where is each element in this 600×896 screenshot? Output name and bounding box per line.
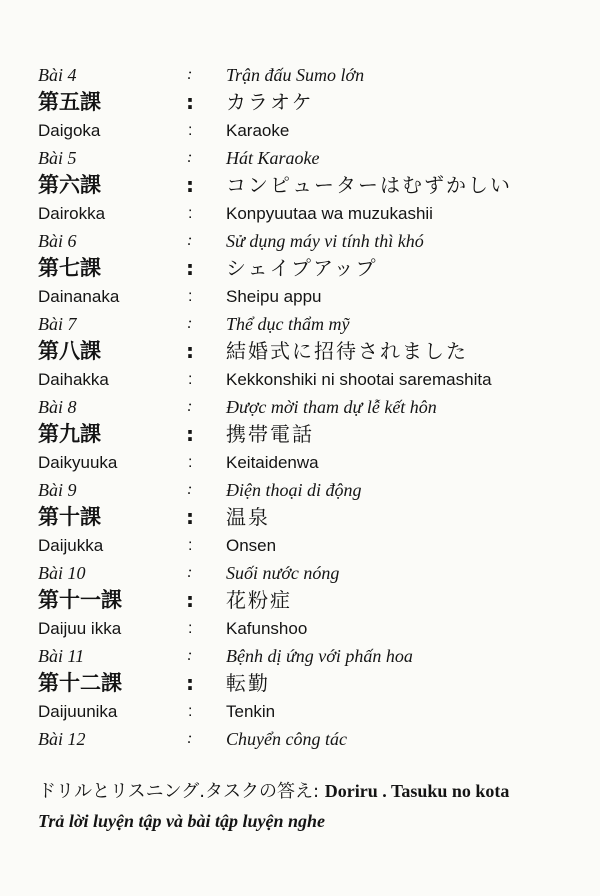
lesson-title-japanese: コンピューターはむずかしい xyxy=(226,173,512,197)
lesson-row-ro xyxy=(0,118,600,144)
lesson-row-jp xyxy=(0,254,600,280)
footer-japanese-text: ドリルとリスニング.タスクの答え: xyxy=(38,781,325,802)
separator-colon: : xyxy=(186,588,194,612)
lesson-number-romaji: Dairokka xyxy=(38,204,106,223)
lesson-number-romaji: Daijuu ikka xyxy=(38,619,122,638)
separator-colon: : xyxy=(188,371,193,388)
lesson-title-romaji: Kafunshoo xyxy=(226,619,308,638)
lesson-title-romaji: Sheipu appu xyxy=(226,287,322,306)
separator-colon: : xyxy=(188,703,193,720)
lesson-number-japanese: 第十課 xyxy=(38,505,101,529)
lesson-title-romaji: Konpyuutaa wa muzukashii xyxy=(226,204,433,223)
lesson-number-japanese: 第九課 xyxy=(38,422,101,446)
lesson-number-vietnamese: Bài 6 xyxy=(38,231,77,251)
lesson-number-japanese: 第五課 xyxy=(38,90,101,114)
lesson-number-vietnamese: Bài 8 xyxy=(38,397,77,417)
lesson-number-vietnamese: Bài 5 xyxy=(38,148,77,168)
lesson-number-vietnamese: Bài 12 xyxy=(38,729,86,749)
lesson-row-jp xyxy=(0,420,600,446)
lesson-row-vn xyxy=(0,62,600,88)
lesson-title-vietnamese: Sử dụng máy vi tính thì khó xyxy=(226,231,424,251)
lesson-row-ro xyxy=(0,616,600,642)
lesson-title-vietnamese: Điện thoại di động xyxy=(226,480,362,500)
separator-colon: : xyxy=(186,339,194,363)
separator-colon: : xyxy=(187,647,193,664)
lesson-row-vn xyxy=(0,394,600,420)
lesson-row-ro xyxy=(0,699,600,725)
lesson-title-romaji: Keitaidenwa xyxy=(226,453,319,472)
separator-colon: : xyxy=(187,315,193,332)
lesson-number-romaji: Dainanaka xyxy=(38,287,120,306)
lesson-number-vietnamese: Bài 7 xyxy=(38,314,77,334)
lesson-row-ro xyxy=(0,450,600,476)
lesson-title-japanese: シェイプアップ xyxy=(226,256,378,280)
separator-colon: : xyxy=(186,256,194,280)
lesson-number-vietnamese: Bài 4 xyxy=(38,65,77,85)
lesson-number-japanese: 第十一課 xyxy=(38,588,122,612)
lesson-title-romaji: Onsen xyxy=(226,536,277,555)
lesson-title-japanese: カラオケ xyxy=(226,90,314,114)
separator-colon: : xyxy=(188,122,193,139)
lesson-title-vietnamese: Bệnh dị ứng với phấn hoa xyxy=(226,646,413,666)
lesson-number-japanese: 第八課 xyxy=(38,339,101,363)
separator-colon: : xyxy=(187,398,193,415)
lesson-row-jp xyxy=(0,503,600,529)
separator-colon: : xyxy=(187,232,193,249)
separator-colon: : xyxy=(187,149,193,166)
separator-colon: : xyxy=(188,620,193,637)
lesson-title-japanese: 温泉 xyxy=(226,505,270,529)
lesson-number-vietnamese: Bài 9 xyxy=(38,480,77,500)
lesson-row-vn xyxy=(0,311,600,337)
lesson-number-japanese: 第六課 xyxy=(38,173,101,197)
lesson-row-ro xyxy=(0,367,600,393)
lesson-number-japanese: 第七課 xyxy=(38,256,101,280)
separator-colon: : xyxy=(186,422,194,446)
footer-romaji-text: Doriru . Tasuku no kota xyxy=(324,781,510,801)
separator-colon: : xyxy=(187,564,193,581)
lesson-row-vn xyxy=(0,643,600,669)
lesson-number-vietnamese: Bài 11 xyxy=(38,646,85,666)
footer-vietnamese-heading: Trả lời luyện tập và bài tập luyện nghe xyxy=(38,811,325,831)
separator-colon: : xyxy=(187,481,193,498)
lesson-title-vietnamese: Suối nước nóng xyxy=(226,563,340,583)
lesson-number-romaji: Daikyuuka xyxy=(38,453,118,472)
separator-colon: : xyxy=(188,288,193,305)
lesson-title-vietnamese: Được mời tham dự lễ kết hôn xyxy=(226,397,437,417)
lesson-title-japanese: 花粉症 xyxy=(226,588,292,612)
footer-japanese-heading xyxy=(38,778,509,805)
separator-colon: : xyxy=(186,671,194,695)
lesson-row-jp xyxy=(0,669,600,695)
separator-colon: : xyxy=(186,505,194,529)
separator-colon: : xyxy=(187,66,193,83)
separator-colon: : xyxy=(186,90,194,114)
lesson-row-ro xyxy=(0,201,600,227)
separator-colon: : xyxy=(188,537,193,554)
lesson-title-japanese: 結婚式に招待されました xyxy=(226,339,468,363)
lesson-row-jp xyxy=(0,586,600,612)
lesson-row-jp xyxy=(0,88,600,114)
lesson-row-vn xyxy=(0,477,600,503)
lesson-number-vietnamese: Bài 10 xyxy=(38,563,86,583)
separator-colon: : xyxy=(188,205,193,222)
lesson-number-romaji: Daigoka xyxy=(38,121,101,140)
lesson-title-japanese: 転勤 xyxy=(226,671,270,695)
lesson-row-vn xyxy=(0,145,600,171)
lesson-number-romaji: Daijuunika xyxy=(38,702,118,721)
lesson-title-romaji: Kekkonshiki ni shootai saremashita xyxy=(226,370,492,389)
lesson-number-romaji: Daijukka xyxy=(38,536,104,555)
separator-colon: : xyxy=(188,454,193,471)
lesson-title-vietnamese: Chuyển công tác xyxy=(226,729,347,749)
lesson-title-romaji: Karaoke xyxy=(226,121,290,140)
separator-colon: : xyxy=(186,173,194,197)
lesson-title-romaji: Tenkin xyxy=(226,702,276,721)
lesson-row-vn xyxy=(0,560,600,586)
lesson-title-vietnamese: Trận đấu Sumo lớn xyxy=(226,65,365,85)
separator-colon: : xyxy=(187,730,193,747)
lesson-row-vn xyxy=(0,228,600,254)
lesson-number-japanese: 第十二課 xyxy=(38,671,122,695)
lesson-row-vn xyxy=(0,726,600,752)
lesson-row-jp xyxy=(0,337,600,363)
lesson-row-ro xyxy=(0,533,600,559)
lesson-row-jp xyxy=(0,171,600,197)
lesson-row-ro xyxy=(0,284,600,310)
lesson-title-vietnamese: Hát Karaoke xyxy=(226,148,320,168)
lesson-title-vietnamese: Thể dục thẩm mỹ xyxy=(226,314,350,334)
lesson-number-romaji: Daihakka xyxy=(38,370,109,389)
lesson-title-japanese: 携帯電話 xyxy=(226,422,314,446)
